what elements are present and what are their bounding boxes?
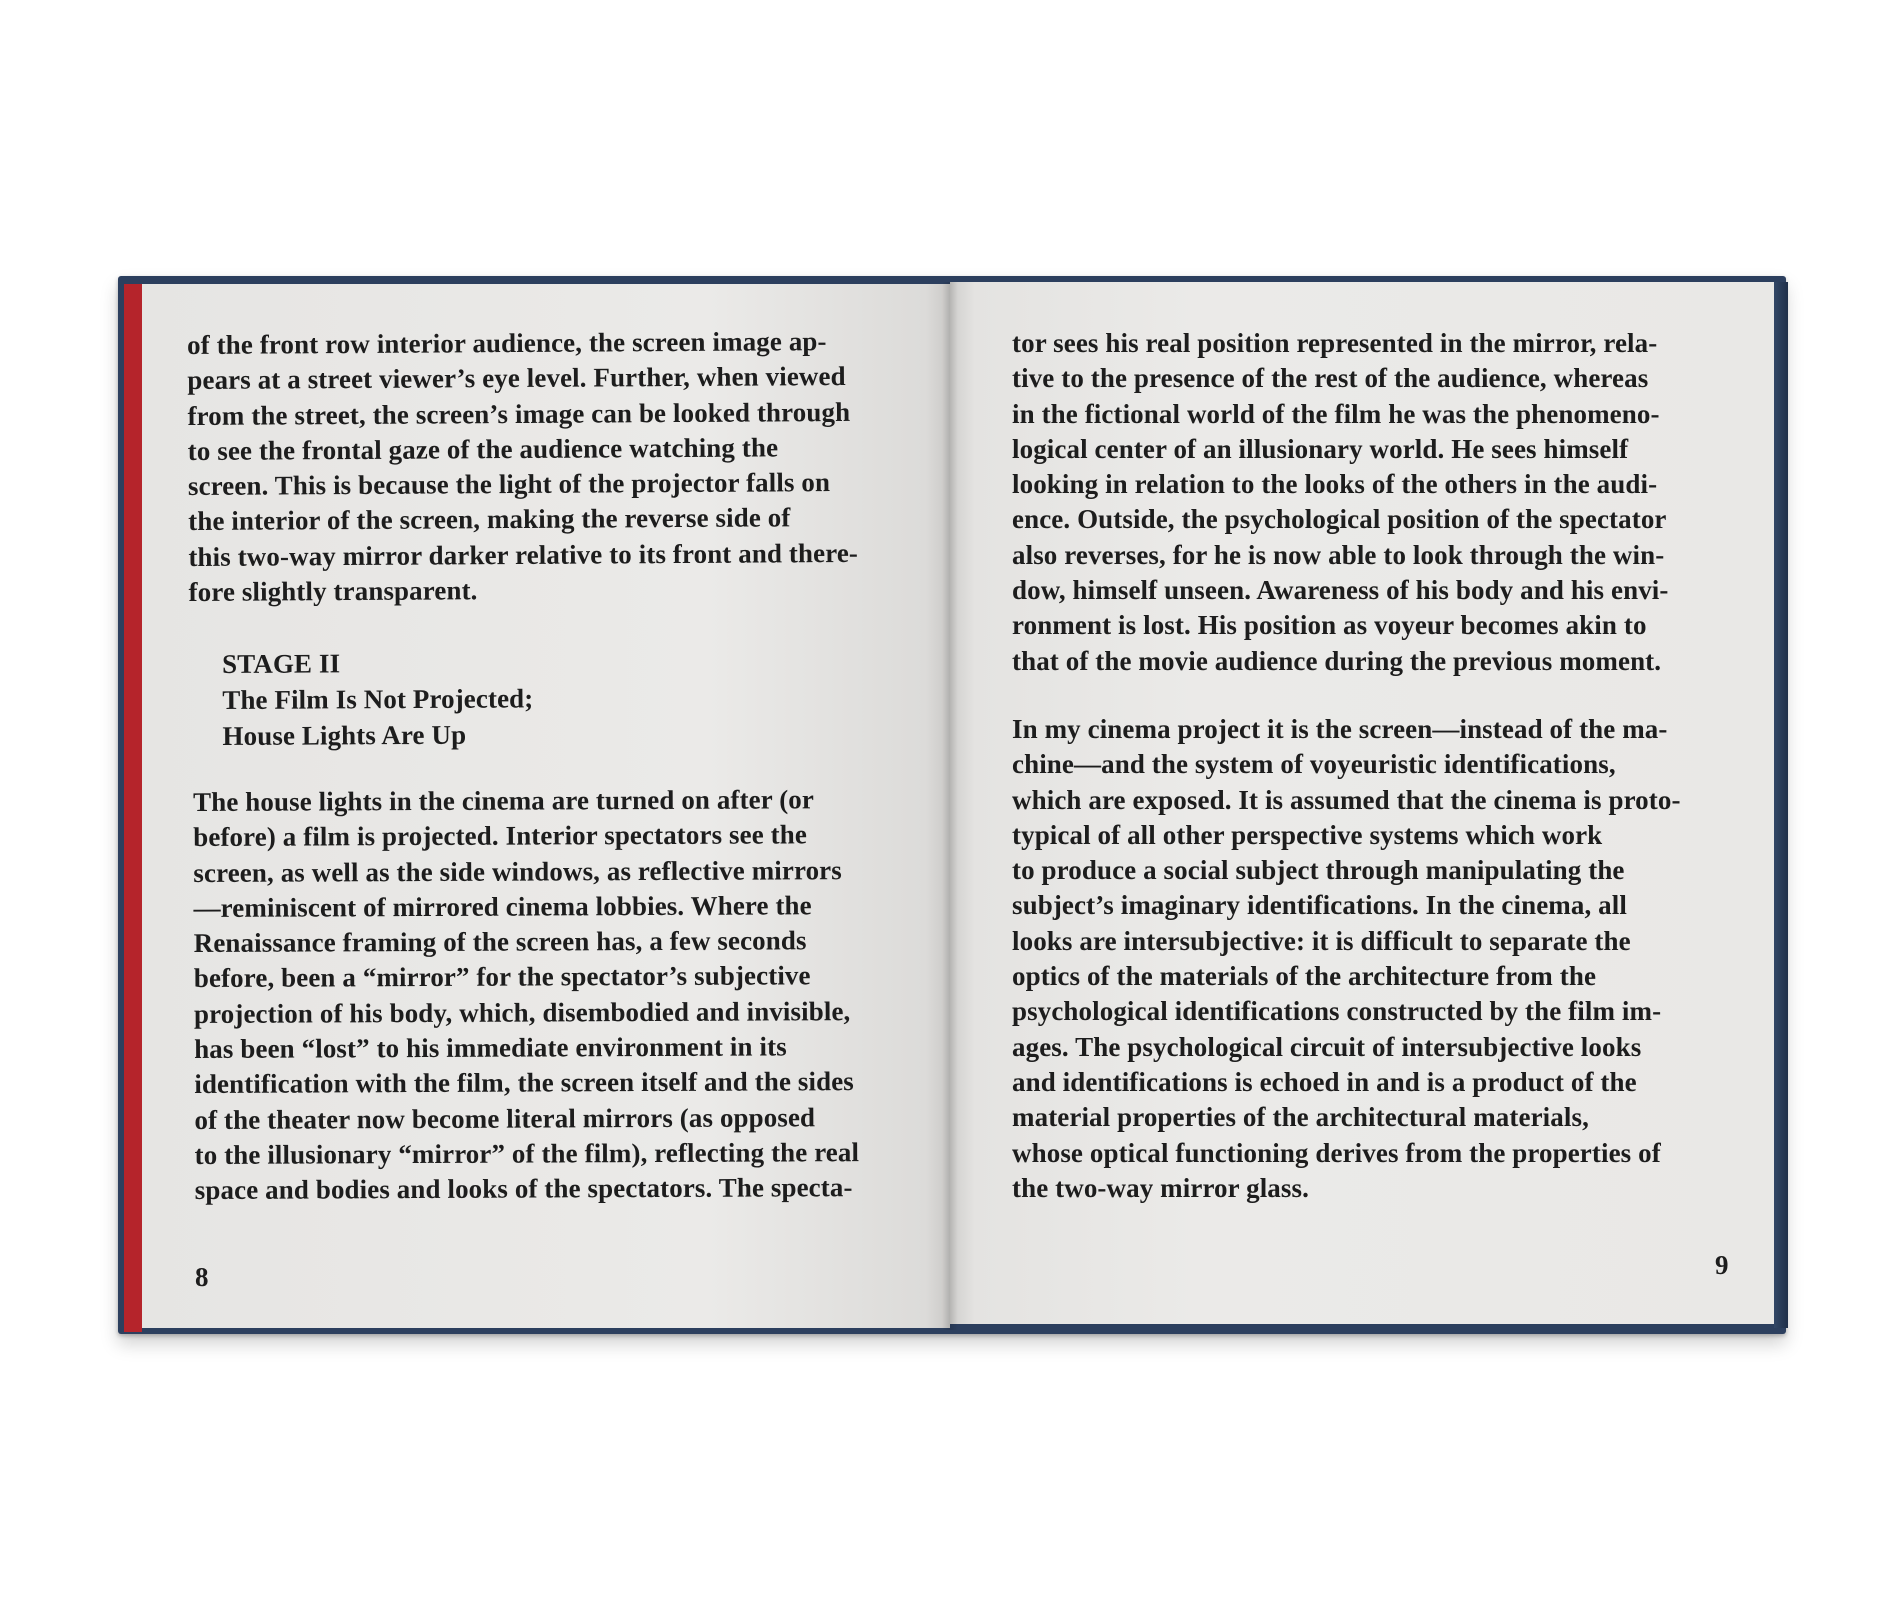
- text-line: that of the movie audience during the previous moment.: [1012, 645, 1662, 676]
- text-line: fore slightly transparent.: [188, 575, 478, 608]
- text-line: tive to the presence of the rest of the audience, whereas: [1012, 363, 1649, 394]
- text-line: screen. This is because the light of the projector falls on: [187, 467, 831, 502]
- text-line: also reverses, for he is now able to look through the win-: [1012, 539, 1665, 570]
- text-line: screen, as well as the side windows, as reflective mirrors: [193, 854, 842, 888]
- text-line: projection of his body, which, disembodied and invisible,: [193, 995, 851, 1029]
- text-line: which are exposed. It is assumed that the cinema is proto-: [1012, 784, 1681, 815]
- text-line: and identifications is echoed in and is a product of the: [1012, 1066, 1637, 1097]
- text-line: optics of the materials of the architecture from the: [1012, 961, 1597, 992]
- text-line: typical of all other perspective systems which work: [1012, 819, 1603, 850]
- text-line: chine—and the system of voyeuristic identifications,: [1012, 749, 1616, 780]
- text-line: before, been a “mirror” for the spectator’s subjective: [193, 960, 811, 994]
- gutter-shadow: [942, 282, 958, 1330]
- text-line: of the theater now become literal mirrors (as opposed: [194, 1101, 816, 1135]
- page-number-left: 8: [195, 1262, 209, 1292]
- text-line: to the illusionary “mirror” of the film), reflecting the real: [194, 1137, 860, 1170]
- text-line: tor sees his real position represented in the mirror, rela-: [1012, 328, 1658, 358]
- text-line: dow, himself unseen. Awareness of his body and his envi-: [1012, 575, 1669, 606]
- text-line: subject’s imaginary identifications. In the cinema, all: [1012, 890, 1627, 921]
- text-line: In my cinema project it is the screen—instead of the ma-: [1012, 714, 1668, 744]
- text-line: space and bodies and looks of the spectators. The specta-: [194, 1172, 853, 1206]
- text-line: to produce a social subject through manipulating the: [1012, 855, 1625, 886]
- text-line: looks are intersubjective: it is difficult to separate the: [1012, 925, 1631, 956]
- text-line: —reminiscent of mirrored cinema lobbies. Where the: [193, 890, 812, 923]
- left-paragraph-2: [193, 782, 859, 1208]
- text-line: to see the frontal gaze of the audience watching the: [187, 432, 779, 466]
- text-line: logical center of an illusionary world. He sees himself: [1012, 433, 1629, 464]
- left-paragraph-1: [187, 324, 858, 610]
- red-endpaper-strip: [124, 284, 142, 1332]
- page-number-right: 9: [1715, 1250, 1729, 1280]
- text-line: the two-way mirror glass.: [1012, 1172, 1309, 1203]
- text-line: looking in relation to the looks of the others in the audi-: [1012, 469, 1658, 500]
- text-line: before) a film is projected. Interior spectators see the: [193, 819, 807, 853]
- heading-line: House Lights Are Up: [222, 719, 467, 751]
- cover-edge: [1774, 282, 1788, 1328]
- right-paragraph-2: [1012, 712, 1681, 1206]
- text-line: ronment is lost. His position as voyeur becomes akin to: [1012, 610, 1647, 641]
- text-line: from the street, the screen’s image can be looked through: [187, 396, 851, 431]
- text-line: has been “lost” to his immediate environment in its: [194, 1031, 787, 1065]
- text-line: the interior of the screen, making the reverse side of: [188, 502, 791, 537]
- text-line: ence. Outside, the psychological position of the spectator: [1012, 504, 1667, 535]
- text-line: of the front row interior audience, the screen image ap-: [187, 326, 827, 360]
- text-line: pears at a street viewer’s eye level. Further, when viewed: [187, 361, 846, 396]
- text-line: this two-way mirror darker relative to its front and there-: [188, 537, 859, 572]
- text-line: Renaissance framing of the screen has, a few seconds: [193, 925, 807, 959]
- text-line: material properties of the architectural materials,: [1012, 1102, 1589, 1133]
- text-line: in the fictional world of the film he was the phenomeno-: [1012, 398, 1660, 429]
- heading-line: STAGE II: [222, 648, 341, 679]
- text-line: identification with the film, the screen itself and the sides: [194, 1066, 854, 1100]
- stage-heading: [222, 644, 534, 754]
- right-paragraph-1: [1012, 326, 1669, 679]
- text-line: The house lights in the cinema are turned on after (or: [193, 784, 815, 817]
- text-line: whose optical functioning derives from the properties of: [1012, 1137, 1661, 1168]
- text-line: ages. The psychological circuit of intersubjective looks: [1012, 1031, 1642, 1062]
- heading-line: The Film Is Not Projected;: [222, 683, 534, 715]
- text-line: psychological identifications constructed by the film im-: [1012, 996, 1662, 1027]
